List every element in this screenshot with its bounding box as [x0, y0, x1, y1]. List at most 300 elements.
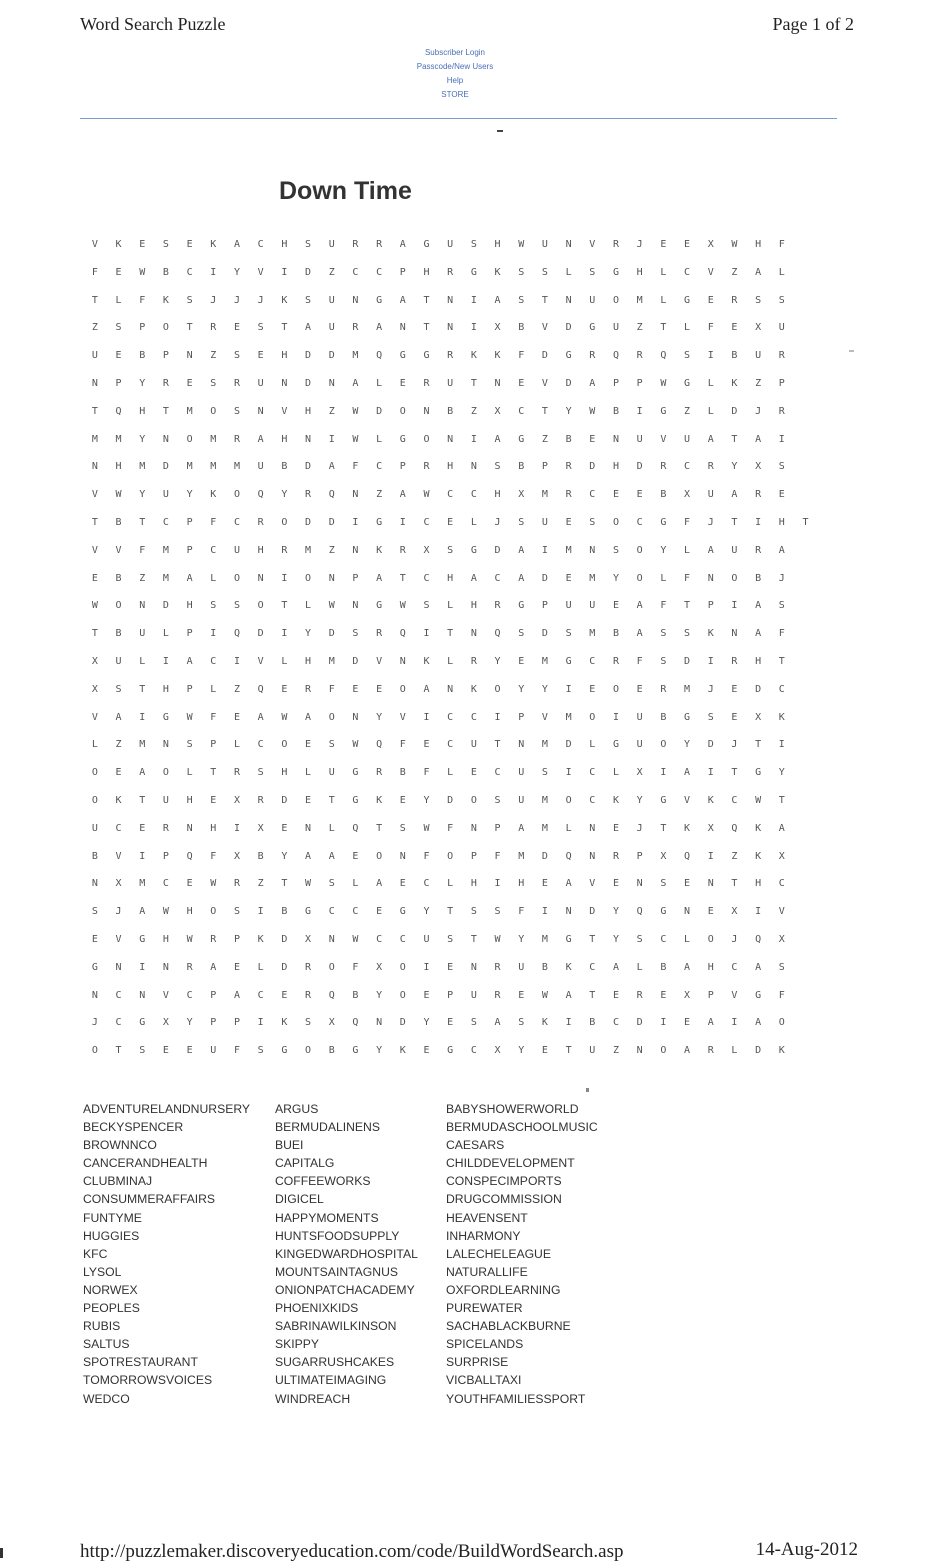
- grid-letter: S: [257, 322, 264, 334]
- grid-letter: T: [281, 322, 288, 334]
- grid-letter: A: [755, 961, 762, 973]
- grid-letter: U: [470, 739, 477, 751]
- grid-letter: R: [612, 655, 619, 667]
- grid-letter: X: [115, 878, 122, 890]
- grid-letter: E: [305, 794, 312, 806]
- grid-letter: N: [565, 239, 572, 250]
- grid-letter: A: [755, 628, 762, 640]
- grid-letter: N: [565, 294, 572, 306]
- grid-letter: X: [233, 850, 240, 862]
- grid-letter: L: [660, 572, 667, 584]
- grid-letter: K: [731, 377, 738, 389]
- grid-letter: Y: [612, 933, 619, 945]
- grid-letter: O: [281, 516, 288, 528]
- grid-letter: U: [257, 377, 264, 389]
- grid-letter: A: [494, 294, 501, 306]
- grid-letter: S: [186, 739, 193, 751]
- grid-letter: H: [257, 544, 264, 556]
- grid-letter: T: [281, 878, 288, 890]
- grid-letter: K: [778, 1045, 785, 1057]
- grid-letter: G: [589, 322, 596, 334]
- grid-row: [83, 378, 817, 406]
- grid-letter: E: [423, 739, 430, 751]
- grid-letter: B: [660, 489, 667, 501]
- grid-letter: V: [115, 850, 122, 862]
- page-number: Page 1 of 2: [772, 14, 854, 34]
- grid-letter: G: [612, 739, 619, 751]
- grid-letter: Y: [376, 989, 383, 1001]
- grid-letter: G: [376, 516, 383, 528]
- grid-letter: P: [518, 711, 525, 723]
- grid-letter: F: [139, 544, 146, 556]
- grid-letter: C: [778, 683, 785, 695]
- grid-letter: W: [352, 433, 359, 445]
- grid-letter: D: [494, 544, 501, 556]
- grid-letter: O: [707, 933, 714, 945]
- grid-letter: I: [399, 516, 406, 528]
- grid-letter: G: [399, 350, 406, 362]
- grid-letter: F: [636, 655, 643, 667]
- grid-letter: E: [281, 683, 288, 695]
- grid-letter: X: [376, 961, 383, 973]
- grid-letter: P: [470, 850, 477, 862]
- grid-letter: H: [778, 516, 785, 528]
- grid-row: [83, 962, 817, 990]
- grid-row: [83, 267, 817, 295]
- grid-letter: K: [707, 794, 714, 806]
- grid-letter: H: [186, 794, 193, 806]
- grid-letter: N: [328, 933, 335, 945]
- grid-letter: D: [162, 461, 169, 473]
- word-list-item: VICBALLTAXI: [446, 1373, 522, 1388]
- grid-letter: U: [612, 322, 619, 334]
- grid-letter: K: [470, 683, 477, 695]
- grid-letter: B: [565, 433, 572, 445]
- word-list-item: LALECHELEAGUE: [446, 1246, 551, 1261]
- grid-letter: B: [257, 850, 264, 862]
- grid-letter: T: [684, 600, 691, 612]
- grid-letter: A: [186, 572, 193, 584]
- grid-letter: D: [352, 655, 359, 667]
- grid-letter: K: [541, 1017, 548, 1029]
- grid-letter: F: [684, 572, 691, 584]
- word-list-item: BERMUDASCHOOLMUSIC: [446, 1120, 598, 1135]
- grid-letter: I: [612, 711, 619, 723]
- grid-letter: R: [423, 461, 430, 473]
- grid-letter: M: [541, 822, 548, 834]
- grid-letter: U: [91, 822, 98, 834]
- grid-letter: R: [162, 377, 169, 389]
- grid-letter: R: [376, 239, 383, 250]
- grid-letter: V: [541, 711, 548, 723]
- grid-letter: K: [684, 822, 691, 834]
- grid-letter: P: [162, 350, 169, 362]
- grid-letter: U: [636, 711, 643, 723]
- grid-letter: C: [589, 489, 596, 501]
- grid-letter: I: [139, 711, 146, 723]
- grid-letter: W: [91, 600, 98, 612]
- grid-letter: L: [210, 683, 217, 695]
- header-divider: [80, 118, 837, 119]
- word-list-item: LYSOL: [83, 1264, 122, 1279]
- grid-letter: E: [660, 989, 667, 1001]
- grid-letter: F: [778, 239, 785, 250]
- grid-letter: W: [541, 989, 548, 1001]
- grid-letter: E: [233, 961, 240, 973]
- grid-letter: Z: [210, 350, 217, 362]
- grid-letter: S: [494, 906, 501, 918]
- word-list-item: NORWEX: [83, 1282, 138, 1297]
- grid-letter: U: [589, 294, 596, 306]
- grid-letter: O: [257, 600, 264, 612]
- grid-letter: H: [162, 683, 169, 695]
- grid-letter: S: [589, 266, 596, 278]
- grid-letter: S: [755, 294, 762, 306]
- grid-letter: L: [565, 822, 572, 834]
- grid-letter: N: [494, 377, 501, 389]
- grid-letter: V: [589, 239, 596, 250]
- grid-letter: J: [636, 822, 643, 834]
- grid-letter: E: [352, 850, 359, 862]
- grid-letter: S: [328, 878, 335, 890]
- grid-letter: N: [684, 906, 691, 918]
- grid-letter: N: [186, 350, 193, 362]
- grid-letter: N: [518, 739, 525, 751]
- grid-letter: T: [802, 516, 809, 528]
- grid-letter: B: [731, 350, 738, 362]
- grid-letter: N: [707, 878, 714, 890]
- grid-letter: V: [91, 239, 98, 250]
- grid-letter: T: [755, 739, 762, 751]
- grid-letter: D: [731, 405, 738, 417]
- grid-letter: R: [305, 489, 312, 501]
- grid-letter: U: [707, 489, 714, 501]
- grid-letter: E: [305, 739, 312, 751]
- grid-letter: T: [778, 794, 785, 806]
- grid-letter: H: [518, 878, 525, 890]
- grid-letter: K: [399, 1045, 406, 1057]
- grid-letter: X: [731, 906, 738, 918]
- grid-letter: C: [115, 1017, 122, 1029]
- grid-letter: C: [731, 794, 738, 806]
- grid-letter: K: [755, 822, 762, 834]
- grid-letter: N: [470, 822, 477, 834]
- grid-letter: O: [612, 516, 619, 528]
- grid-letter: S: [328, 739, 335, 751]
- grid-letter: L: [636, 961, 643, 973]
- grid-letter: X: [91, 683, 98, 695]
- grid-letter: E: [447, 516, 454, 528]
- grid-letter: G: [447, 1045, 454, 1057]
- grid-letter: F: [778, 989, 785, 1001]
- grid-letter: C: [684, 266, 691, 278]
- grid-letter: O: [612, 294, 619, 306]
- grid-letter: C: [257, 989, 264, 1001]
- grid-letter: L: [233, 739, 240, 751]
- word-list-item: INHARMONY: [446, 1228, 521, 1243]
- passcode-new-users-link[interactable]: Passcode/New Users: [416, 62, 494, 71]
- word-list-item: NATURALLIFE: [446, 1264, 528, 1279]
- grid-letter: S: [210, 377, 217, 389]
- grid-letter: I: [755, 516, 762, 528]
- grid-letter: S: [233, 350, 240, 362]
- grid-letter: S: [518, 1017, 525, 1029]
- grid-letter: C: [186, 266, 193, 278]
- grid-letter: E: [139, 239, 146, 250]
- grid-letter: K: [494, 266, 501, 278]
- grid-letter: T: [281, 600, 288, 612]
- grid-row: [83, 906, 817, 934]
- grid-letter: T: [494, 739, 501, 751]
- grid-letter: C: [494, 767, 501, 779]
- grid-letter: O: [328, 961, 335, 973]
- grid-letter: E: [399, 377, 406, 389]
- grid-letter: R: [376, 628, 383, 640]
- grid-letter: G: [660, 516, 667, 528]
- grid-letter: E: [707, 906, 714, 918]
- grid-letter: C: [494, 572, 501, 584]
- grid-letter: L: [470, 516, 477, 528]
- grid-letter: E: [684, 239, 691, 250]
- grid-letter: T: [731, 516, 738, 528]
- grid-letter: K: [755, 850, 762, 862]
- grid-letter: N: [115, 961, 122, 973]
- grid-letter: G: [684, 294, 691, 306]
- subscriber-login-link[interactable]: Subscriber Login: [424, 48, 486, 57]
- grid-letter: K: [210, 489, 217, 501]
- grid-letter: U: [447, 377, 454, 389]
- grid-letter: N: [257, 405, 264, 417]
- grid-letter: D: [565, 377, 572, 389]
- grid-letter: M: [210, 433, 217, 445]
- grid-letter: I: [541, 906, 548, 918]
- grid-letter: L: [139, 655, 146, 667]
- grid-letter: L: [257, 961, 264, 973]
- grid-letter: A: [328, 461, 335, 473]
- grid-letter: B: [612, 405, 619, 417]
- grid-letter: L: [376, 433, 383, 445]
- grid-letter: U: [139, 628, 146, 640]
- grid-letter: M: [328, 655, 335, 667]
- grid-letter: B: [660, 711, 667, 723]
- word-list-item: ADVENTURELANDNURSERY: [83, 1102, 251, 1116]
- grid-letter: K: [281, 294, 288, 306]
- grid-letter: L: [352, 878, 359, 890]
- grid-letter: Y: [494, 655, 501, 667]
- word-list-item: WINDREACH: [275, 1391, 351, 1406]
- grid-letter: D: [447, 794, 454, 806]
- grid-letter: L: [660, 294, 667, 306]
- grid-letter: G: [423, 350, 430, 362]
- word-list-item: PEOPLES: [83, 1301, 140, 1316]
- grid-letter: G: [565, 933, 572, 945]
- grid-letter: G: [399, 906, 406, 918]
- grid-letter: F: [352, 461, 359, 473]
- grid-letter: O: [636, 572, 643, 584]
- grid-letter: E: [281, 989, 288, 1001]
- grid-letter: S: [494, 461, 501, 473]
- grid-letter: D: [589, 461, 596, 473]
- grid-letter: H: [115, 461, 122, 473]
- grid-letter: S: [778, 961, 785, 973]
- grid-letter: P: [210, 739, 217, 751]
- grid-letter: O: [305, 572, 312, 584]
- grid-letter: R: [423, 377, 430, 389]
- grid-letter: A: [305, 322, 312, 334]
- grid-letter: U: [162, 489, 169, 501]
- grid-letter: E: [684, 878, 691, 890]
- word-list-column-2: [275, 1100, 475, 1408]
- grid-letter: S: [210, 600, 217, 612]
- grid-letter: D: [376, 405, 383, 417]
- grid-letter: I: [707, 350, 714, 362]
- grid-letter: M: [541, 933, 548, 945]
- grid-letter: D: [541, 350, 548, 362]
- source-url: http://puzzlemaker.discoveryeducation.com/code/BuildWordSearch.asp: [80, 1541, 624, 1562]
- grid-letter: M: [518, 850, 525, 862]
- grid-letter: R: [447, 350, 454, 362]
- grid-letter: R: [470, 655, 477, 667]
- grid-letter: C: [589, 961, 596, 973]
- word-list-item: BERMUDALINENS: [275, 1120, 380, 1135]
- grid-letter: L: [447, 655, 454, 667]
- grid-letter: G: [660, 906, 667, 918]
- scan-speck: [586, 1088, 589, 1092]
- grid-letter: U: [328, 322, 335, 334]
- grid-letter: X: [778, 850, 785, 862]
- grid-letter: T: [731, 433, 738, 445]
- grid-letter: N: [186, 822, 193, 834]
- grid-letter: X: [162, 1017, 169, 1029]
- grid-letter: V: [660, 433, 667, 445]
- word-list-item: OXFORDLEARNING: [446, 1282, 561, 1297]
- grid-letter: F: [233, 1045, 240, 1057]
- grid-letter: X: [494, 322, 501, 334]
- help-link[interactable]: Help: [446, 76, 464, 85]
- grid-letter: V: [115, 544, 122, 556]
- grid-letter: O: [660, 1045, 667, 1057]
- grid-row: [83, 239, 817, 267]
- store-link[interactable]: STORE: [441, 90, 469, 99]
- grid-letter: Y: [233, 266, 240, 278]
- grid-letter: N: [257, 572, 264, 584]
- puzzle-title: Down Time: [279, 177, 412, 205]
- word-list-item: BROWNNCO: [83, 1138, 157, 1153]
- grid-letter: H: [423, 266, 430, 278]
- grid-letter: P: [186, 628, 193, 640]
- grid-letter: N: [352, 600, 359, 612]
- grid-letter: F: [684, 516, 691, 528]
- grid-letter: D: [399, 1017, 406, 1029]
- grid-letter: D: [305, 461, 312, 473]
- word-list-item: WEDCO: [83, 1391, 130, 1406]
- grid-letter: N: [91, 461, 98, 473]
- grid-letter: V: [257, 266, 264, 278]
- grid-letter: C: [447, 489, 454, 501]
- grid-letter: B: [518, 322, 525, 334]
- grid-row: [83, 656, 817, 684]
- grid-letter: Z: [115, 739, 122, 751]
- grid-letter: K: [115, 794, 122, 806]
- grid-letter: R: [352, 322, 359, 334]
- grid-letter: X: [636, 767, 643, 779]
- grid-letter: G: [660, 794, 667, 806]
- grid-letter: S: [186, 294, 193, 306]
- grid-letter: V: [589, 878, 596, 890]
- grid-letter: E: [233, 711, 240, 723]
- grid-letter: W: [186, 933, 193, 945]
- grid-letter: A: [589, 377, 596, 389]
- grid-row: [83, 545, 817, 573]
- grid-letter: K: [565, 961, 572, 973]
- grid-letter: S: [257, 767, 264, 779]
- grid-letter: Q: [328, 989, 335, 1001]
- word-list-item: SACHABLACKBURNE: [446, 1319, 571, 1334]
- grid-letter: O: [447, 850, 454, 862]
- grid-letter: F: [518, 350, 525, 362]
- grid-letter: C: [423, 516, 430, 528]
- grid-letter: C: [589, 767, 596, 779]
- grid-letter: R: [755, 489, 762, 501]
- grid-letter: U: [565, 600, 572, 612]
- grid-letter: Y: [376, 1045, 383, 1057]
- grid-letter: Z: [612, 1045, 619, 1057]
- grid-letter: T: [423, 322, 430, 334]
- grid-letter: L: [612, 767, 619, 779]
- grid-letter: A: [636, 628, 643, 640]
- grid-letter: J: [115, 906, 122, 918]
- grid-letter: U: [755, 350, 762, 362]
- grid-letter: A: [755, 600, 762, 612]
- grid-letter: R: [162, 822, 169, 834]
- grid-letter: O: [233, 489, 240, 501]
- grid-letter: R: [612, 239, 619, 250]
- grid-letter: M: [162, 572, 169, 584]
- grid-letter: C: [352, 906, 359, 918]
- grid-letter: A: [470, 572, 477, 584]
- grid-letter: E: [565, 572, 572, 584]
- grid-letter: Y: [423, 906, 430, 918]
- grid-letter: H: [755, 655, 762, 667]
- grid-letter: E: [731, 711, 738, 723]
- grid-letter: S: [684, 350, 691, 362]
- grid-letter: H: [470, 600, 477, 612]
- grid-letter: Y: [423, 794, 430, 806]
- grid-letter: N: [589, 822, 596, 834]
- grid-letter: E: [257, 350, 264, 362]
- grid-letter: D: [281, 933, 288, 945]
- grid-letter: E: [612, 822, 619, 834]
- grid-row: [83, 739, 817, 767]
- grid-letter: R: [210, 933, 217, 945]
- stray-mark: [497, 130, 503, 132]
- grid-letter: P: [210, 989, 217, 1001]
- grid-letter: E: [186, 239, 193, 250]
- grid-letter: A: [755, 266, 762, 278]
- grid-letter: D: [565, 739, 572, 751]
- grid-letter: O: [91, 794, 98, 806]
- grid-letter: W: [518, 239, 525, 250]
- grid-letter: E: [186, 878, 193, 890]
- grid-letter: A: [399, 294, 406, 306]
- grid-letter: I: [210, 266, 217, 278]
- grid-letter: D: [305, 377, 312, 389]
- grid-letter: H: [636, 266, 643, 278]
- grid-letter: C: [257, 739, 264, 751]
- word-list-item: SKIPPY: [275, 1337, 320, 1352]
- grid-letter: J: [636, 239, 643, 250]
- grid-letter: T: [778, 655, 785, 667]
